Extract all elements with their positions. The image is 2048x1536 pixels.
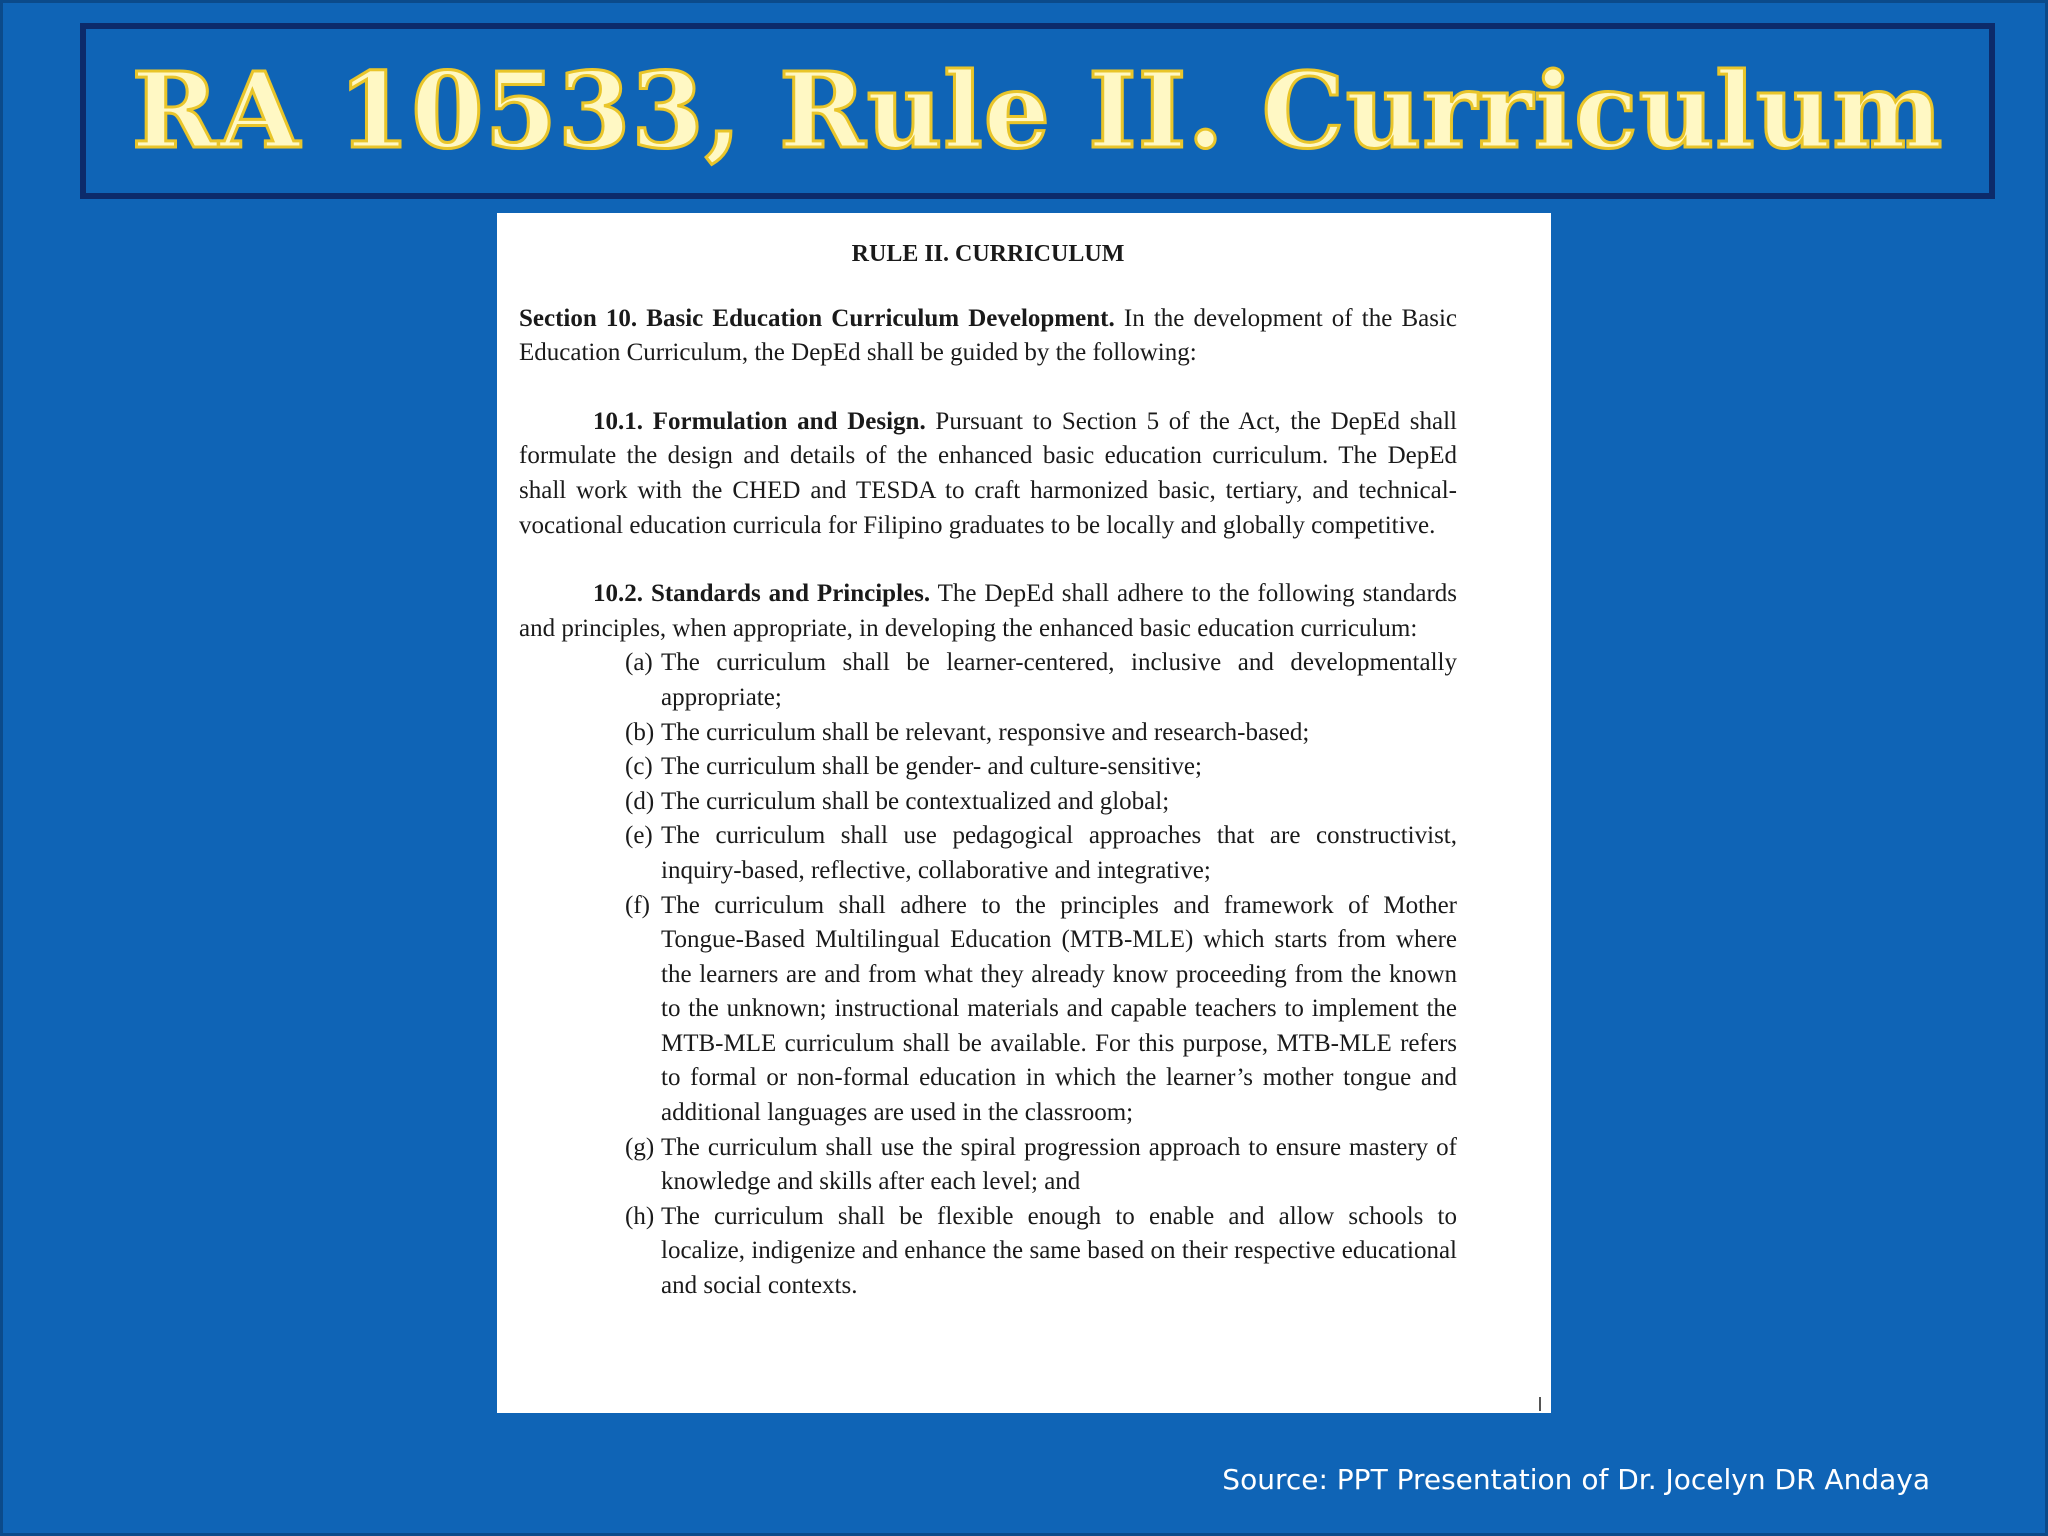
list-item <box>625 716 1457 751</box>
section-10-paragraph <box>519 302 1457 371</box>
principles-list <box>519 646 1457 1303</box>
section-10-1-text: Pursuant to Section 5 of the Act, the DepEd shall formulate the design and details of the enhanced basic education curriculum. The DepEd shall work with the CHED and TESDA to craft harmonized basic, tertiary, and technical-vocational education curricula for Filipino graduates to be locally and globally competitive. <box>519 407 1457 539</box>
list-item-text: The curriculum shall be flexible enough to enable and allow schools to localize, indigenize and enhance the same based on their respective educational and social contexts. <box>661 1202 1457 1300</box>
list-item <box>625 889 1457 1131</box>
list-item-marker: (c) <box>625 753 653 781</box>
list-item <box>625 785 1457 820</box>
title-banner <box>80 23 1995 199</box>
list-item-marker: (d) <box>625 787 655 815</box>
document-page <box>497 213 1551 1413</box>
list-item <box>625 1131 1457 1200</box>
section-10-2-title: 10.2. Standards and Principles. <box>593 580 931 608</box>
list-item-text: The curriculum shall use the spiral progression approach to ensure mastery of knowledge and skills after each level; and <box>661 1133 1457 1196</box>
section-10-2-paragraph <box>519 577 1457 646</box>
list-item-text: The curriculum shall be gender- and culture-sensitive; <box>661 753 1202 781</box>
section-10-2-text: The DepEd shall adhere to the following standards and principles, when appropriate, in developing the enhanced basic education curriculum: <box>519 580 1457 642</box>
page-edge-mark <box>1539 1397 1541 1411</box>
list-item-text: The curriculum shall be contextualized and global; <box>661 787 1170 815</box>
section-10-text: In the development of the Basic Education Curriculum, the DepEd shall be guided by the following: <box>519 304 1457 367</box>
section-10-title: Section 10. Basic Education Curriculum Development. <box>519 304 1115 332</box>
list-item-marker: (e) <box>625 822 653 850</box>
list-item-marker: (a) <box>625 649 653 677</box>
document-heading: RULE II. CURRICULUM <box>851 241 1125 267</box>
section-10-1-paragraph <box>519 405 1457 543</box>
slide-title: RA 10533, Rule II. Curriculum <box>131 49 1944 172</box>
list-item-text: The curriculum shall be relevant, responsive and research-based; <box>661 718 1310 746</box>
list-item-marker: (f) <box>625 891 650 919</box>
list-item-text: The curriculum shall adhere to the principles and framework of Mother Tongue-Based Multilingual Education (MTB-MLE) which starts from where the learners are and from what they already know proceeding from the known to the unknown; instructional materials and capable teachers to implement the MTB-MLE curriculum shall be available. For this purpose, MTB-MLE refers to formal or non-formal education in which the learner’s mother tongue and additional languages are used in the classroom; <box>661 891 1457 1127</box>
list-item <box>625 1200 1457 1304</box>
list-item-marker: (h) <box>625 1202 655 1230</box>
source-credit: Source: PPT Presentation of Dr. Jocelyn DR Andaya <box>1222 1463 1930 1496</box>
list-item-marker: (g) <box>625 1133 655 1161</box>
list-item-text: The curriculum shall be learner-centered, inclusive and developmentally appropriate; <box>661 649 1457 711</box>
section-10-1-title: 10.1. Formulation and Design. <box>593 407 926 435</box>
list-item <box>625 819 1457 888</box>
list-item-marker: (b) <box>625 718 655 746</box>
list-item <box>625 750 1457 785</box>
list-item <box>625 646 1457 715</box>
list-item-text: The curriculum shall use pedagogical approaches that are constructivist, inquiry-based, reflective, collaborative and integrative; <box>661 822 1457 884</box>
